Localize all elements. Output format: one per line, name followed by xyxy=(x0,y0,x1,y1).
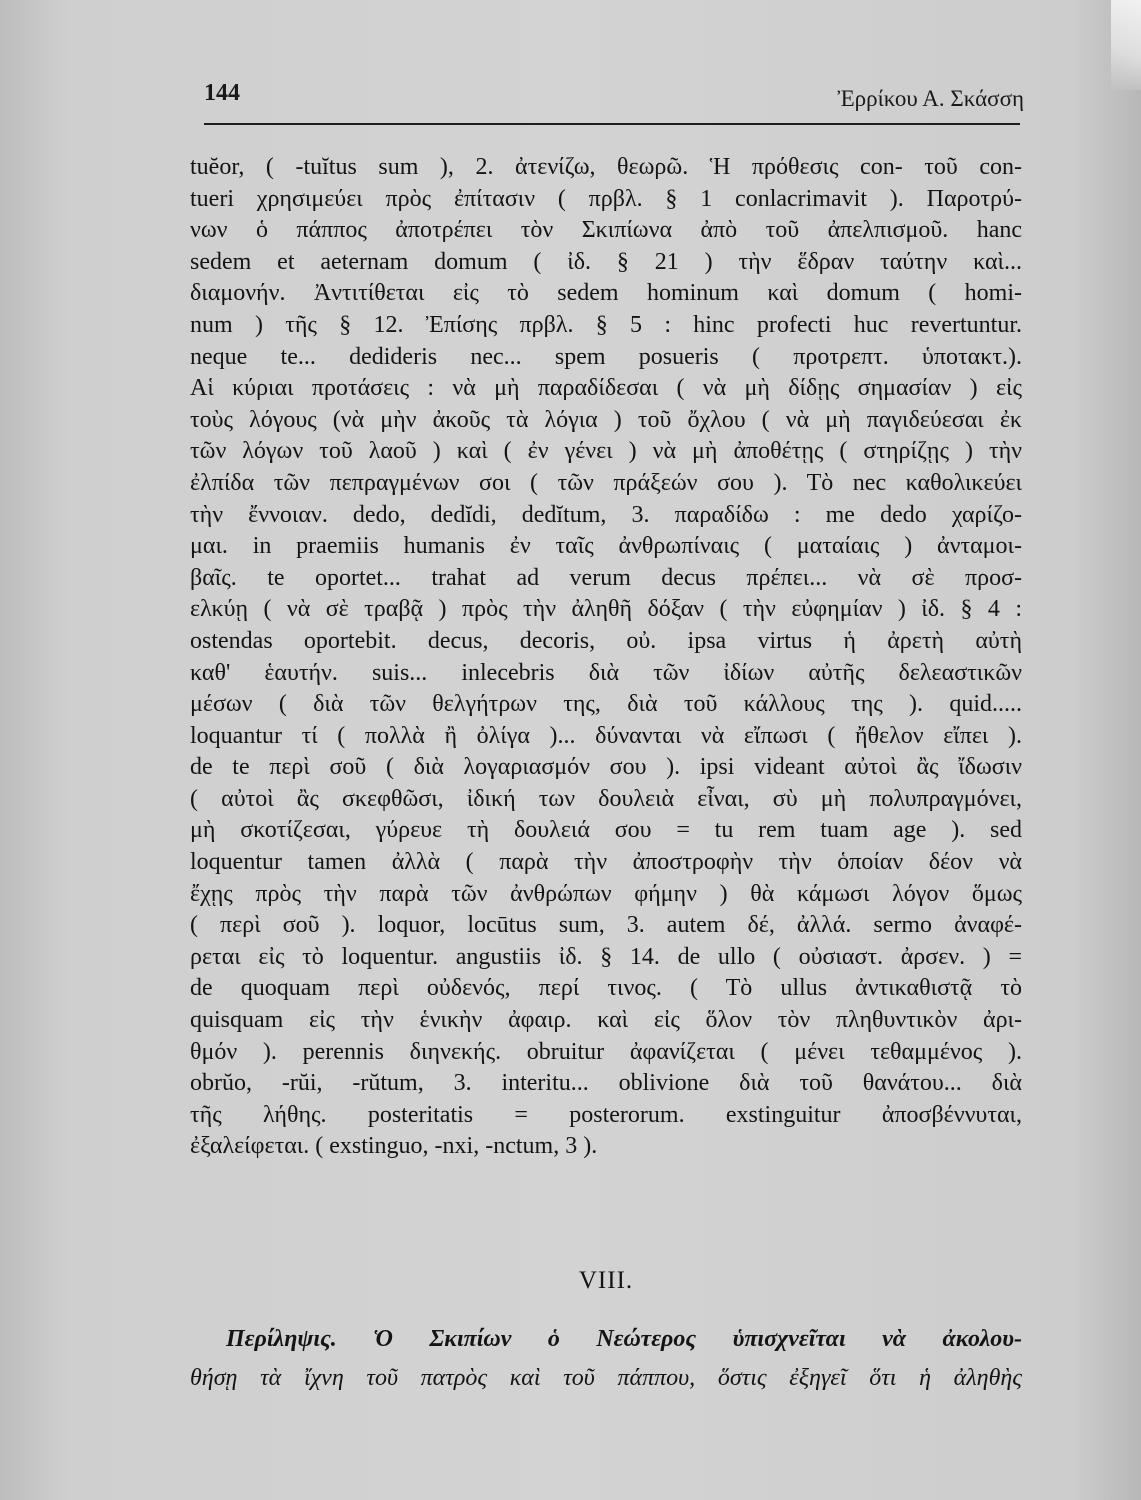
commentary-text xyxy=(190,152,1022,1163)
text-line: διαμονήν. Ἀντιτίθεται εἰς τὸ sedem hominum καὶ domum ( homi- xyxy=(190,280,1022,307)
text-line: tueri χρησιμεύει πρὸς ἐπίτασιν ( πρβλ. § 1 conlacrimavit ). Παροτρύ- xyxy=(190,185,1022,212)
running-head: Ἐρρίκου Α. Σκάσση xyxy=(837,86,1024,111)
text-line: τὴν ἔννοιαν. dedo, dedĭdi, dedĭtum, 3. παραδίδω : me dedo χαρίζο- xyxy=(190,501,1022,528)
summary-line: Περίληψις. Ὁ Σκιπίων ὁ Νεώτερος ὑπισχνεῖται νὰ ἀκολου- xyxy=(226,1326,1022,1352)
text-line: νων ὁ πάππος ἀποτρέπει τὸν Σκιπίωνα ἀπὸ τοῦ ἀπελπισμοῦ. hanc xyxy=(190,217,1022,244)
text-line: καθ' ἑαυτήν. suis... inlecebris διὰ τῶν ἰδίων αὐτῆς δελεαστικῶν xyxy=(190,659,1022,686)
text-line: μαι. in praemiis humanis ἐν ταῖς ἀνθρωπίναις ( ματαίαις ) ἀνταμοι- xyxy=(190,533,1022,560)
section-numeral: VIII. xyxy=(578,1267,634,1294)
text-line: βαῖς. te oportet... trahat ad verum decus πρέπει... νὰ σὲ προσ- xyxy=(190,564,1022,591)
page-header xyxy=(204,72,1024,112)
text-line: loquantur τί ( πολλὰ ἢ ὀλίγα )... δύνανται νὰ εἴπωσι ( ἤθελον εἴπει ). xyxy=(190,722,1022,749)
text-line: ἔχῃς πρὸς τὴν παρὰ τῶν ἀνθρώπων φήμην ) θὰ κάμωσι λόγον ὅμως xyxy=(190,880,1022,907)
text-line: τῶν λόγων τοῦ λαοῦ ) καὶ ( ἐν γένει ) νὰ μὴ ἀποθέτῃς ( στηρίζῃς ) τὴν xyxy=(190,438,1022,465)
summary-line: θήσῃ τὰ ἴχνη τοῦ πατρὸς καὶ τοῦ πάππου, ὅστις ἐξηγεῖ ὅτι ἡ ἀληθὴς xyxy=(190,1365,1022,1391)
text-line: μέσων ( διὰ τῶν θελγήτρων της, διὰ τοῦ κάλλους της ). quid..... xyxy=(190,691,1022,718)
text-line: de quoquam περὶ οὐδενός, περί τινος. ( Τὸ ullus ἀντικαθιστᾷ τὸ xyxy=(190,975,1022,1002)
text-line: ρεται εἰς τὸ loquentur. angustiis ἰδ. § 14. de ullo ( οὐσιαστ. ἀρσεν. ) = xyxy=(190,943,1022,970)
header-rule xyxy=(204,123,1020,125)
text-line: τοὺς λόγους (νὰ μὴν ἀκοῦς τὰ λόγια ) τοῦ ὄχλου ( νὰ μὴ παγιδεύεσαι ἐκ xyxy=(190,406,1022,433)
text-line: loquentur tamen ἀλλὰ ( παρὰ τὴν ἀποστροφὴν τὴν ὁποίαν δέον νὰ xyxy=(190,849,1022,876)
text-line: quisquam εἰς τὴν ἑνικὴν ἀφαιρ. καὶ εἰς ὅλον τὸν πληθυντικὸν ἀρι- xyxy=(190,1007,1022,1034)
summary-paragraph xyxy=(190,1320,1022,1398)
text-line: ostendas oportebit. decus, decoris, οὐ. ipsa virtus ἡ ἀρετὴ αὐτὴ xyxy=(190,627,1022,654)
text-line: ( περὶ σοῦ ). loquor, locūtus sum, 3. autem δέ, ἀλλά. sermo ἀναφέ- xyxy=(190,912,1022,939)
text-line: θμόν ). perennis διηνεκής. obruitur ἀφανίζεται ( μένει τεθαμμένος ). xyxy=(190,1038,1022,1065)
text-line: ἐλπίδα τῶν πεπραγμένων σοι ( τῶν πράξεών σου ). Τὸ nec καθολικεύει xyxy=(190,469,1022,496)
text-line: ( αὐτοὶ ἂς σκεφθῶσι, ἰδική των δουλειὰ εἶναι, σὺ μὴ πολυπραγμόνει, xyxy=(190,785,1022,812)
text-line: neque te... dedideris nec... spem posueris ( προτρεπτ. ὑποτακτ.). xyxy=(190,343,1022,370)
text-line: Αἱ κύριαι προτάσεις : νὰ μὴ παραδίδεσαι ( νὰ μὴ δίδῃς σημασίαν ) εἰς xyxy=(190,375,1022,402)
text-line: ελκύῃ ( νὰ σὲ τραβᾷ ) πρὸς τὴν ἀληθῆ δόξαν ( τὴν εὐφημίαν ) ἰδ. § 4 : xyxy=(190,596,1022,623)
text-line: ἐξαλείφεται. ( exstinguo, -nxi, -nctum, 3 ). xyxy=(190,1133,598,1160)
page-number: 144 xyxy=(204,80,240,106)
text-line: τῆς λήθης. posteritatis = posterorum. exstinguitur ἀποσβέννυται, xyxy=(190,1101,1022,1128)
page-corner-highlight xyxy=(1111,0,1141,90)
text-line: sedem et aeternam domum ( ἰδ. § 21 ) τὴν ἕδραν ταύτην καὶ... xyxy=(190,248,1022,275)
text-line: obrŭo, -rŭi, -rŭtum, 3. interitu... oblivione διὰ τοῦ θανάτου... διὰ xyxy=(190,1070,1022,1097)
text-line: de te περὶ σοῦ ( διὰ λογαριασμόν σου ). ipsi videant αὐτοὶ ἂς ἴδωσιν xyxy=(190,754,1022,781)
text-line: tuĕor, ( -tuĭtus sum ), 2. ἀτενίζω, θεωρῶ. Ἡ πρόθεσις con- τοῦ con- xyxy=(190,154,1022,180)
text-line: μὴ σκοτίζεσαι, γύρευε τὴ δουλειά σου = tu rem tuam age ). sed xyxy=(190,817,1022,844)
text-line: num ) τῆς § 12. Ἐπίσης πρβλ. § 5 : hinc profecti huc revertuntur. xyxy=(190,311,1022,338)
